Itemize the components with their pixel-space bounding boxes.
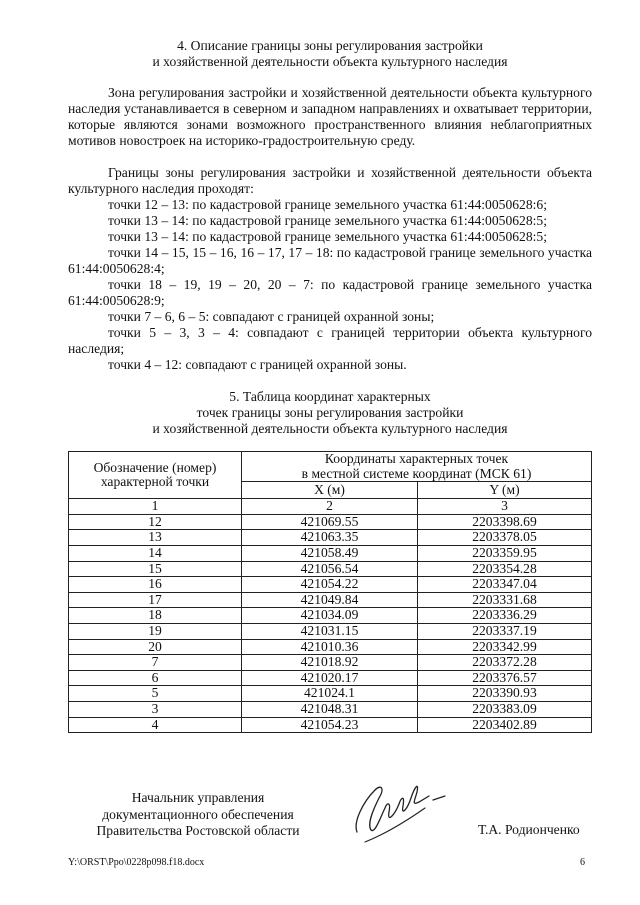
x-coordinate-cell: 421058.49 [242,545,418,561]
y-coordinate-cell: 2203390.93 [418,686,592,702]
section5-title-line3: и хозяйственной деятельности объекта культурного наследия [152,420,508,436]
point-cell: 6 [69,670,242,686]
coordinates-table [68,451,592,733]
column-number-cell: 2 [242,499,418,515]
y-coordinate-cell: 2203378.05 [418,530,592,546]
point-cell: 19 [69,623,242,639]
table-row [69,655,592,671]
y-coordinate-cell: 2203336.29 [418,608,592,624]
point-cell: 3 [69,701,242,717]
position-line3: Правительства Ростовской области [96,823,300,838]
point-cell: 5 [69,686,242,702]
y-coordinate-cell: 2203359.95 [418,545,592,561]
x-coordinate-cell: 421020.17 [242,670,418,686]
table-row [69,623,592,639]
y-coordinate-cell: 2203402.89 [418,717,592,733]
x-coordinate-cell: 421034.09 [242,608,418,624]
boundary-item: точки 13 – 14: по кадастровой границе земельного участка 61:44:0050628:5; [108,213,547,228]
table-row [69,561,592,577]
y-coordinate-cell: 2203376.57 [418,670,592,686]
section4-title-line2: и хозяйственной деятельности объекта культурного наследия [152,53,508,69]
point-cell: 4 [69,717,242,733]
boundary-item: точки 14 – 15, 15 – 16, 16 – 17, 17 – 18: по кадастровой границе земельного участка 61:44:0050628:4; [68,245,592,276]
section4-title-line1: 4. Описание границы зоны регулирования застройки [177,38,483,53]
y-coordinate-cell: 2203342.99 [418,639,592,655]
x-coordinate-cell: 421010.36 [242,639,418,655]
point-cell: 16 [69,577,242,593]
section5-title-line2: точек границы зоны регулирования застройки [196,404,464,420]
y-coordinate-cell: 2203398.69 [418,514,592,530]
point-cell: 14 [69,545,242,561]
position-line1: Начальник управления [131,790,265,805]
header-coordinates [242,452,592,482]
x-coordinate-cell: 421049.84 [242,592,418,608]
x-coordinate-cell: 421054.23 [242,717,418,733]
boundary-item: точки 12 – 13: по кадастровой границе земельного участка 61:44:0050628:6; [108,197,547,212]
point-cell: 7 [69,655,242,671]
header-point-designation: Обозначение (номер) характерной точки [69,452,242,499]
table-row [69,577,592,593]
header-y: Y (м) [418,482,592,499]
y-coordinate-cell: 2203383.09 [418,701,592,717]
x-coordinate-cell: 421056.54 [242,561,418,577]
x-coordinate-cell: 421018.92 [242,655,418,671]
point-cell: 18 [69,608,242,624]
y-coordinate-cell: 2203347.04 [418,577,592,593]
x-coordinate-cell: 421063.35 [242,530,418,546]
column-number-cell: 1 [69,499,242,515]
table-row [69,639,592,655]
position-line2: документационного обеспечения [102,806,294,822]
x-coordinate-cell: 421048.31 [242,701,418,717]
y-coordinate-cell: 2203337.19 [418,623,592,639]
header-coordinates-line2: в местной системе координат (МСК 61) [301,465,532,481]
header-coordinates-line1: Координаты характерных точек [324,451,509,466]
y-coordinate-cell: 2203372.28 [418,655,592,671]
section4-paragraph2: Границы зоны регулирования застройки и хозяйственной деятельности объекта культурного наследия проходят: [68,165,592,196]
x-coordinate-cell: 421031.15 [242,623,418,639]
point-cell: 12 [69,514,242,530]
table-row [69,545,592,561]
boundary-item: точки 18 – 19, 19 – 20, 20 – 7: по кадастровой границе земельного участка 61:44:0050628:9; [68,277,592,308]
signatory-name: Т.А. Родионченко [478,822,580,837]
handwritten-signature [345,772,455,852]
point-cell: 15 [69,561,242,577]
footer-file-path: Y:\ORST\Ppo\0228p098.f18.docx [68,857,205,868]
x-coordinate-cell: 421054.22 [242,577,418,593]
y-coordinate-cell: 2203354.28 [418,561,592,577]
section5-title [60,389,600,437]
page-number: 6 [580,857,585,868]
table-row [69,530,592,546]
boundary-item: точки 7 – 6, 6 – 5: совпадают с границей охранной зоны; [108,309,435,324]
section4-paragraph1: Зона регулирования застройки и хозяйственной деятельности объекта культурного наследия устанавливается в северном и западном направлениях и охватывает территории, которые являются зонами возможного пространственного влияния неблагоприятных мотивов новостроек на историко-градостроительную среду. [68,85,592,148]
section4-title [60,38,600,70]
header-x: X (м) [242,482,418,499]
table-row [69,608,592,624]
y-coordinate-cell: 2203331.68 [418,592,592,608]
x-coordinate-cell: 421069.55 [242,514,418,530]
point-cell: 20 [69,639,242,655]
point-cell: 17 [69,592,242,608]
table-row [69,717,592,733]
table-row [69,514,592,530]
boundary-item: точки 13 – 14: по кадастровой границе земельного участка 61:44:0050628:5; [108,229,547,244]
boundary-item: точки 4 – 12: совпадают с границей охранной зоны. [108,357,407,372]
section5-title-line1: 5. Таблица координат характерных [229,389,431,404]
signatory-position [68,790,328,840]
boundary-item: точки 5 – 3, 3 – 4: совпадают с границей территории объекта культурного наследия; [68,325,592,356]
table-row [69,701,592,717]
table-row [69,670,592,686]
x-coordinate-cell: 421024.1 [242,686,418,702]
table-row [69,592,592,608]
table-row [69,686,592,702]
point-cell: 13 [69,530,242,546]
column-number-cell: 3 [418,499,592,515]
